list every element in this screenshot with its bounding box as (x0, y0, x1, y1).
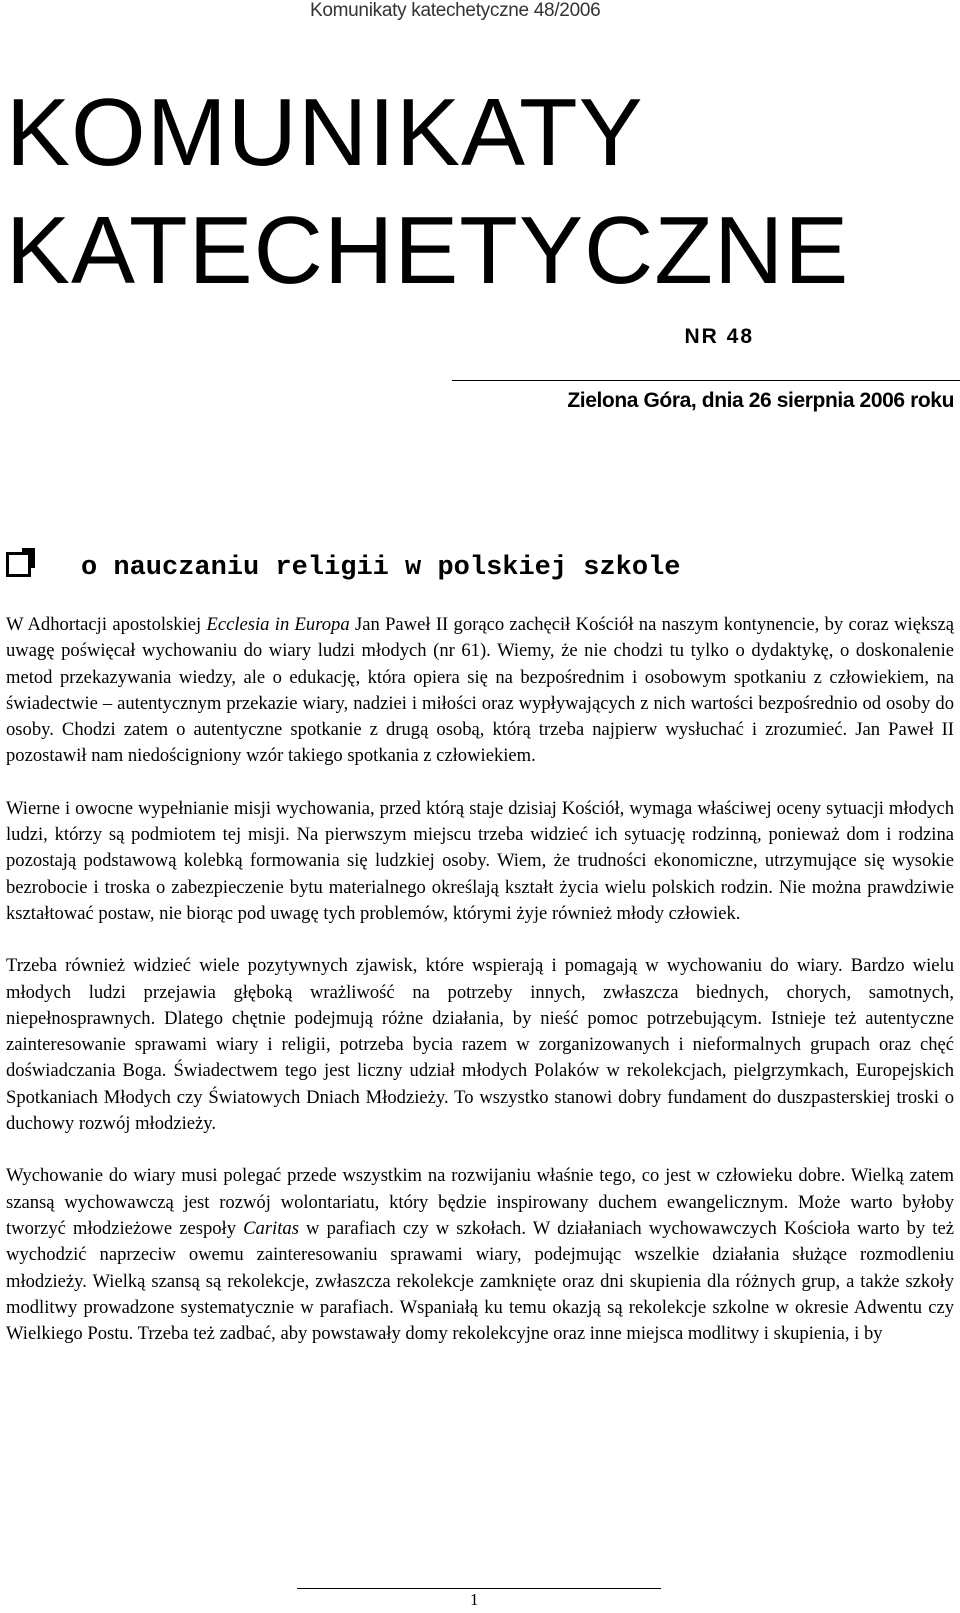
page-number: 1 (470, 1590, 479, 1609)
paragraph-1-text-a: W Adhortacji apostolskiej (6, 614, 207, 635)
paragraph-1 (6, 612, 954, 770)
issue-divider (452, 380, 960, 381)
paragraph-4 (6, 1163, 954, 1347)
issue-number: NR 48 (684, 325, 754, 348)
footer-divider (297, 1588, 661, 1589)
section-heading (6, 553, 681, 583)
paragraph-4-text-b: w parafiach czy w szkołach. W działaniach wychowawczych Kościoła warto by też wychodzić naprzeciw owemu zainteresowaniu sprawami wiary, podejmując wszelkie działania służące rozmodleniu młodzieży. Wielką szansą są rekolekcje, zwłaszcza rekolekcje zamknięte oraz dni skupienia dla różnych grup, a także szkoły modlitwy prowadzone systematycznie w parafiach. Wspaniałą ku temu okazją są rekolekcje szkolne w okresie Adwentu czy Wielkiego Postu. Trzeba też zadbać, aby powstawały domy rekolekcyjne oraz inne miejsca modlitwy i skupienia, i by (6, 1217, 954, 1345)
paragraph-3: Trzeba również widzieć wiele pozytywnych zjawisk, które wspierają i pomagają w wychowaniu do wiary. Bardzo wielu młodych ludzi przejawia głęboką wrażliwość na potrzeby innych, zwłaszcza biednych, chorych, samotnych, niepełnosprawnych. Dlatego chętnie podejmują różne działania, by nieść pomoc potrzebującym. Istnieje też autentyczne zainteresowanie sprawami wiary i religii, potrzeba bycia razem w zorganizowanych i nieformalnych grupach oraz chęć doświadczania Boga. Świadectwem tego jest liczny udział młodych Polaków w rekolekcjach, pielgrzymkach, Europejskich Spotkaniach Młodych czy Światowych Dniach Młodzieży. To wszystko stanowi dobry fundament do duszpasterskiej troski o duchowy rozwój młodzieży. (6, 955, 954, 1135)
paragraph-4-text-a: Wychowanie do wiary musi polegać przede wszystkim na rozwijaniu właśnie tego, co jest w człowieku dobre. Wielką zatem szansą wychowawczą jest rozwój wolontariatu, który będzie inspirowany duchem ewangelicznym. Może warto byłoby tworzyć młodzieżowe zespoły (6, 1165, 954, 1239)
article-body (6, 612, 954, 1373)
masthead-line-1: KOMUNIKATY (6, 79, 644, 186)
checkbox-icon (6, 552, 31, 577)
masthead-line-2: KATECHETYCZNE (6, 197, 850, 304)
issue-date: Zielona Góra, dnia 26 sierpnia 2006 roku (567, 389, 954, 412)
paragraph-1-text-b: Jan Paweł II gorąco zachęcił Kościół na naszym kontynencie, by coraz większą uwagę poświęcał wychowaniu do wiary ludzi młodych (nr 61). Wiemy, że nie chodzi tu tylko o dydaktykę, o doskonalenie metod przekazywania wiedzy, ale o edukację, która opiera się na bezpośrednim i osobowym spotkaniu z człowiekiem, na świadectwie – autentycznym przekazie wiary, nadziei i miłości oraz wypływających z nich wartości bezpośrednio od osoby do osoby. Chodzi zatem o autentyczne spotkanie z drugą osobą, którą trzeba najpierw wysłuchać i zrozumieć. Jan Paweł II pozostawił nam niedościgniony wzór takiego spotkania z człowiekiem. (6, 614, 954, 767)
paragraph-1-title-italic: Ecclesia in Europa (206, 614, 350, 635)
masthead-title (6, 74, 849, 310)
paragraph-4-italic: Caritas (243, 1217, 299, 1239)
running-header: Komunikaty katechetyczne 48/2006 (310, 0, 601, 21)
section-title: o nauczaniu religii w polskiej szkole (81, 553, 681, 583)
paragraph-2: Wierne i owocne wypełnianie misji wychowania, przed którą staje dzisiaj Kościół, wymaga właściwej oceny sytuacji młodych ludzi, którzy są podmiotem tej misji. Na pierwszym miejscu trzeba widzieć ich sytuację rodzinną, ponieważ dom i rodzina pozostają podstawową kolebką formowania się ludzkiej osoby. Wiem, że trudności ekonomiczne, utrzymujące się wysokie bezrobocie i troska o zabezpieczenie bytu materialnego określają kształt życia wielu polskich rodzin. Nie można prawdziwie kształtować postaw, nie biorąc pod uwagę tych problemów, którymi żyje również młody człowiek. (6, 797, 954, 924)
